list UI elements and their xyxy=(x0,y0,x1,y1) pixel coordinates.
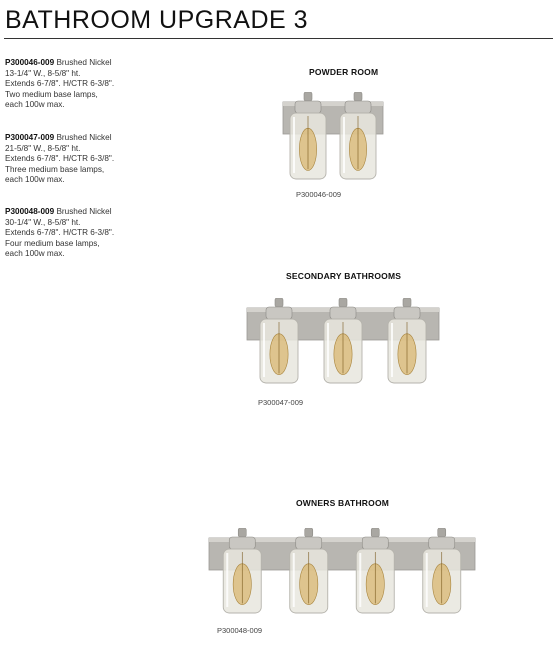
spec-line: 30-1/4" W., 8-5/8" ht. xyxy=(5,217,81,227)
lamp-shade xyxy=(423,528,461,613)
spec-line: Two medium base lamps, xyxy=(5,89,98,99)
title-divider xyxy=(4,38,553,39)
lamp-shade xyxy=(356,528,394,613)
lamp-shade xyxy=(260,298,298,383)
section-heading-secondary-bathrooms: SECONDARY BATHROOMS xyxy=(286,271,402,281)
section-heading-owners-bathroom: OWNERS BATHROOM xyxy=(296,498,390,508)
product-caption: P300048-009 xyxy=(217,626,263,635)
spec-block-p300047 xyxy=(5,133,165,186)
spec-block-p300046 xyxy=(5,58,165,111)
spec-code: P300046-009 xyxy=(5,58,55,67)
spec-line: Extends 6-7/8". H/CTR 6-3/8". xyxy=(5,228,115,238)
spec-line: Extends 6-7/8". H/CTR 6-3/8". xyxy=(5,79,115,89)
spec-line: Extends 6-7/8". H/CTR 6-3/8". xyxy=(5,154,115,164)
lamp-shade xyxy=(388,298,426,383)
vanity-light-image xyxy=(281,92,385,182)
section-heading-powder-room: POWDER ROOM xyxy=(309,67,379,77)
spec-code: P300048-009 xyxy=(5,207,55,216)
spec-finish: Brushed Nickel xyxy=(54,133,112,142)
spec-line: each 100w max. xyxy=(5,100,65,110)
page-title: BATHROOM UPGRADE 3 xyxy=(5,6,309,34)
spec-finish: Brushed Nickel xyxy=(54,207,112,216)
spec-line: Three medium base lamps, xyxy=(5,164,105,174)
spec-finish: Brushed Nickel xyxy=(54,58,112,67)
vanity-light-image xyxy=(207,528,477,616)
spec-line: each 100w max. xyxy=(5,175,65,185)
spec-code: P300047-009 xyxy=(5,133,55,142)
spec-line: Four medium base lamps, xyxy=(5,238,100,248)
lamp-shade xyxy=(340,92,376,179)
spec-line: 13-1/4" W., 8-5/8" ht. xyxy=(5,68,81,78)
vanity-light-image xyxy=(245,298,441,386)
spec-line: each 100w max. xyxy=(5,249,65,259)
spec-block-p300048 xyxy=(5,207,165,260)
lamp-shade xyxy=(324,298,362,383)
spec-line: 21-5/8" W., 8-5/8" ht. xyxy=(5,143,81,153)
lamp-shade xyxy=(290,92,326,179)
product-caption: P300046-009 xyxy=(296,190,342,199)
lamp-shade xyxy=(290,528,328,613)
product-caption: P300047-009 xyxy=(258,398,304,407)
